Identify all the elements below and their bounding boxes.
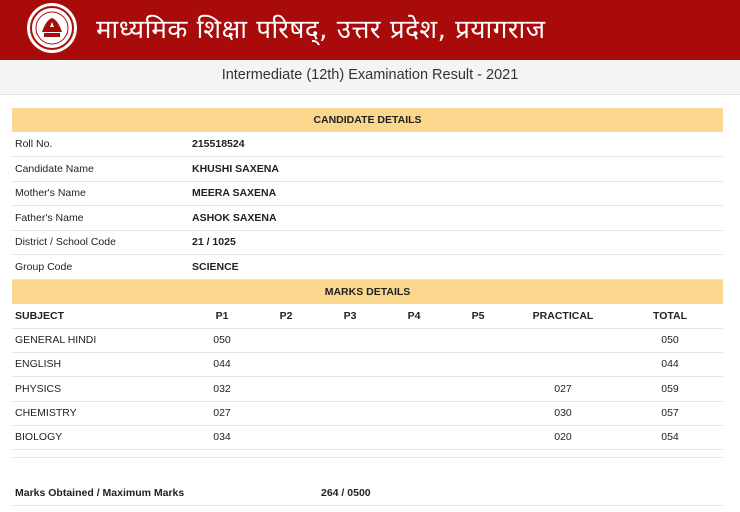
col-p5: P5 (471, 310, 485, 322)
marks-header-row (12, 304, 723, 329)
col-subject: SUBJECT (15, 310, 65, 322)
total-cell: 054 (661, 431, 679, 443)
field-label: Candidate Name (15, 163, 94, 175)
practical-cell: 020 (554, 431, 572, 443)
candidate-row-group (12, 255, 723, 280)
col-p1: P1 (215, 310, 229, 322)
subject-cell: PHYSICS (15, 383, 62, 395)
field-label: Father's Name (15, 212, 84, 224)
p1-cell: 032 (213, 383, 231, 395)
table-row (12, 377, 723, 402)
field-value: 21 / 1025 (192, 236, 236, 248)
site-header (0, 0, 740, 60)
total-cell: 057 (661, 407, 679, 419)
field-value: ASHOK SAXENA (192, 212, 277, 224)
subject-cell: BIOLOGY (15, 431, 63, 443)
summary-value: 264 / 0500 (321, 487, 371, 499)
field-label: Roll No. (15, 138, 53, 150)
site-title: माध्यमिक शिक्षा परिषद्, उत्तर प्रदेश, प्रयागराज (96, 15, 546, 45)
table-row (12, 401, 723, 426)
p1-cell: 044 (213, 358, 231, 370)
subject-cell: ENGLISH (15, 358, 62, 370)
field-value: 215518524 (192, 138, 245, 150)
field-value: KHUSHI SAXENA (192, 163, 279, 175)
p1-cell: 034 (213, 431, 231, 443)
table-row (12, 352, 723, 377)
col-total: TOTAL (652, 310, 688, 322)
divider (12, 457, 723, 458)
field-label: Group Code (15, 261, 73, 273)
up-board-emblem-icon (26, 2, 78, 54)
candidate-row-district (12, 230, 723, 255)
summary-label: Marks Obtained / Maximum Marks (15, 487, 185, 499)
col-practical: PRACTICAL (532, 310, 594, 322)
field-label: District / School Code (15, 236, 116, 248)
practical-cell: 030 (554, 407, 572, 419)
field-value: SCIENCE (192, 261, 239, 273)
candidate-row-roll (12, 132, 723, 157)
col-p2: P2 (279, 310, 293, 322)
subject-cell: GENERAL HINDI (15, 334, 97, 346)
table-row (12, 425, 723, 450)
marks-details-heading: MARKS DETAILS (12, 280, 723, 304)
candidate-row-mother (12, 181, 723, 206)
p1-cell: 027 (213, 407, 231, 419)
page-title: Intermediate (12th) Examination Result - 2021 (0, 60, 740, 95)
practical-cell: 027 (554, 383, 572, 395)
total-cell: 050 (661, 334, 679, 346)
p1-cell: 050 (213, 334, 231, 346)
total-cell: 059 (661, 383, 679, 395)
col-p4: P4 (407, 310, 421, 322)
marks-summary-row (12, 481, 723, 506)
table-row (12, 328, 723, 353)
candidate-details-heading: CANDIDATE DETAILS (12, 108, 723, 132)
field-label: Mother's Name (15, 187, 86, 199)
total-cell: 044 (661, 358, 679, 370)
subject-cell: CHEMISTRY (15, 407, 77, 419)
col-p3: P3 (343, 310, 357, 322)
candidate-row-father (12, 206, 723, 231)
field-value: MEERA SAXENA (192, 187, 277, 199)
candidate-row-name (12, 157, 723, 182)
